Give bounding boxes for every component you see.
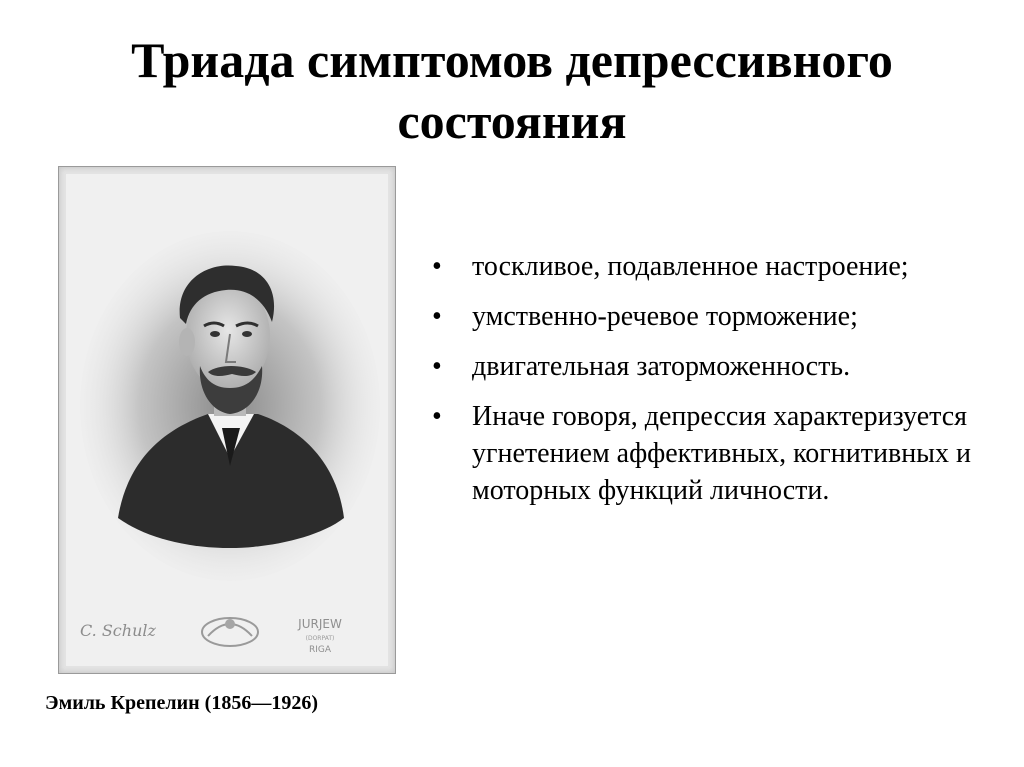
bullet-icon: • <box>432 401 442 432</box>
bullet-icon: • <box>432 351 442 382</box>
portrait-caption: Эмиль Крепелин (1856—1926) <box>45 692 318 714</box>
bullet-item <box>432 248 992 285</box>
studio-signature: C. Schulz <box>80 621 156 640</box>
bullet-item <box>432 398 992 509</box>
studio-city-alt: (DORPAT) <box>305 635 335 642</box>
bullet-item <box>432 298 992 335</box>
studio-country: RIGA <box>308 645 332 655</box>
portrait-image <box>58 166 396 674</box>
bullet-item <box>432 348 992 385</box>
bullet-text: умственно-речевое торможение; <box>472 301 858 332</box>
slide-title: Триада симптомов депрессивного состояния <box>131 32 893 149</box>
portrait-photo <box>58 166 396 674</box>
bullet-icon: • <box>432 301 442 332</box>
studio-city: JURJEW <box>298 617 342 631</box>
bullet-icon: • <box>432 251 442 282</box>
bullet-text: Иначе говоря, депрессия характеризуется угнетением аффективных, когнитивных и моторных функций личности. <box>472 401 971 506</box>
bullet-text: двигательная заторможенность. <box>472 351 851 382</box>
bullet-text: тоскливое, подавленное настроение; <box>472 251 909 282</box>
bullet-list <box>432 248 992 522</box>
